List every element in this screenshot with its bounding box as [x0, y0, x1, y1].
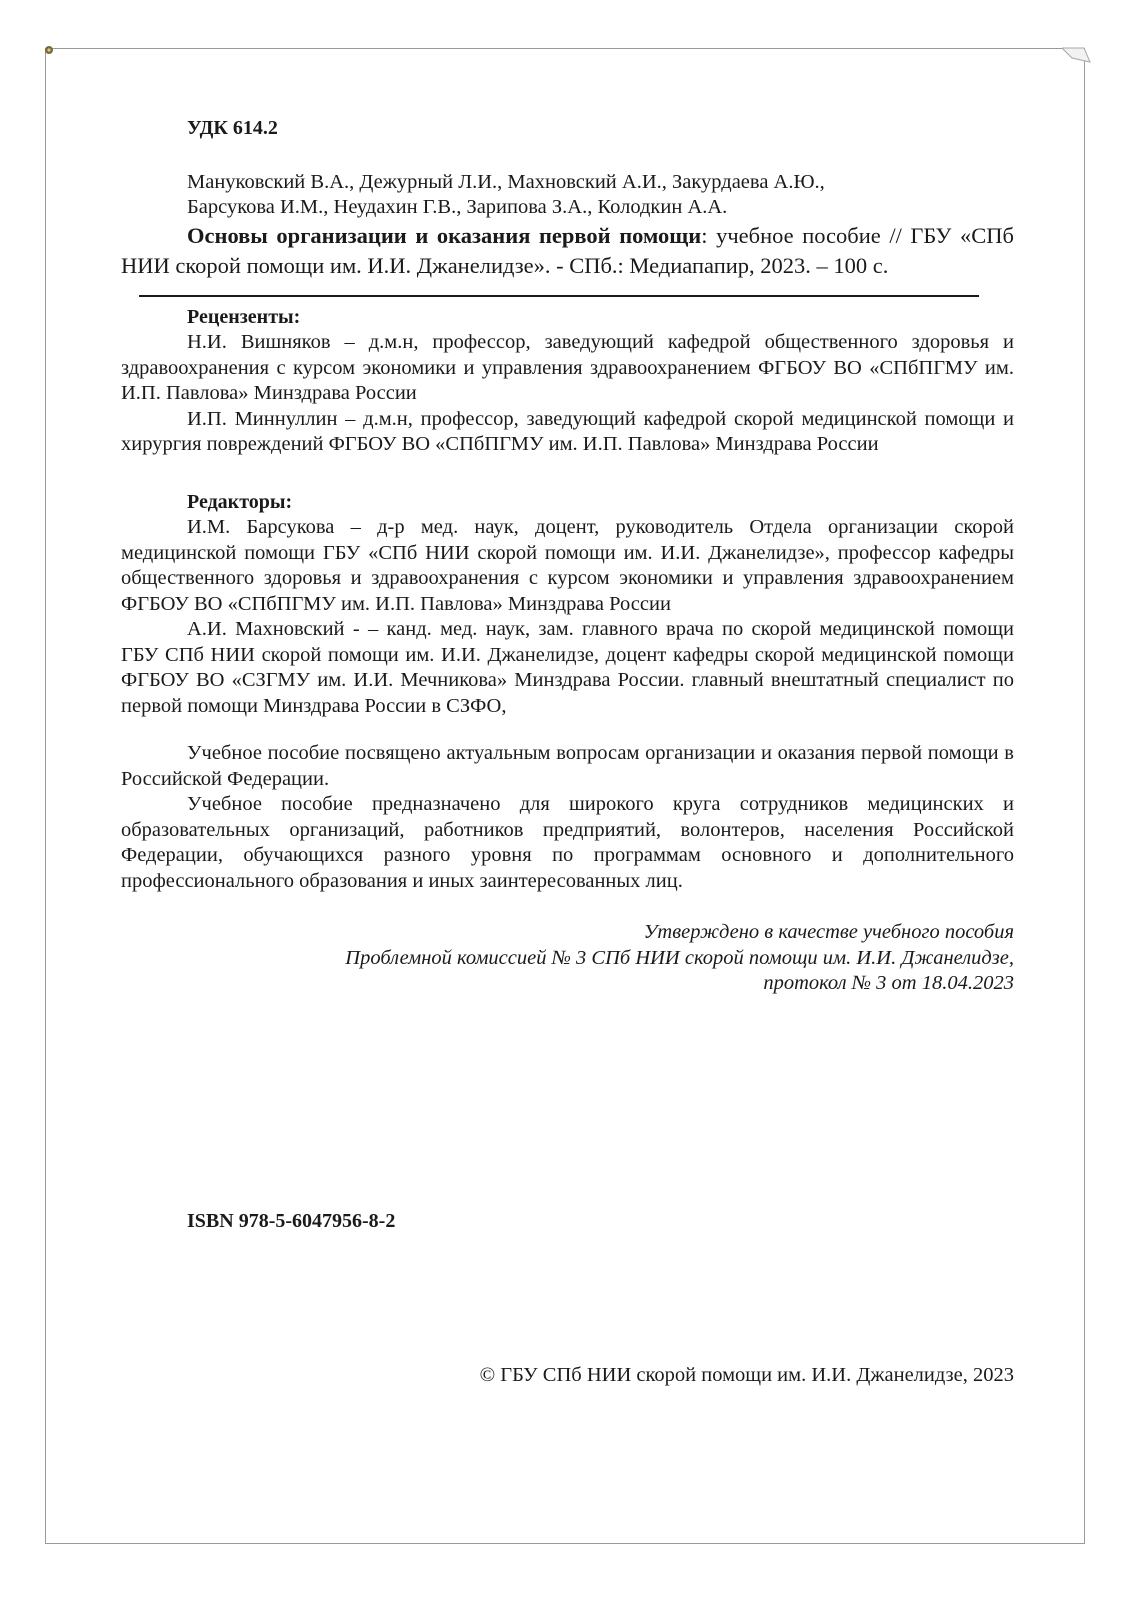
- abstract-paragraph: Учебное пособие предназначено для широкого круга сотрудников медицинских и образовательных организаций, работников предприятий, волонтеров, населения Российской Федерации, обучающихся разного уровня по программам основного и дополнительного профессионального образования и иных заинтересованных лиц.: [121, 793, 1014, 892]
- approval-note: [121, 920, 1014, 997]
- book-title: Основы организации и оказания первой помощи: [187, 222, 702, 248]
- author-line: Мануковский В.А., Дежурный Л.И., Махновский А.И., Закурдаева А.Ю.,: [187, 170, 825, 193]
- isbn: ISBN 978-5-6047956-8-2: [187, 1210, 396, 1232]
- reviewer-entry: И.П. Миннуллин – д.м.н, профессор, заведующий кафедрой скорой медицинской помощи и хирургия повреждений ФГБОУ ВО «СПбПГМУ им. И.П. Павлова» Минздрава России: [121, 407, 1014, 455]
- reviewers-heading: Рецензенты:: [187, 305, 301, 328]
- copyright: © ГБУ СПб НИИ скорой помощи им. И.И. Джанелидзе, 2023: [479, 1364, 1014, 1386]
- author-line: Барсукова И.М., Неудахин Г.В., Зарипова З.А., Колодкин А.А.: [187, 196, 728, 218]
- bibliographic-entry: [121, 221, 1014, 281]
- reviewer-entry: Н.И. Вишняков – д.м.н, профессор, заведующий кафедрой общественного здоровья и здравоохранения с курсом экономики и управления здравоохранением ФГБОУ ВО «СПбПГМУ им. И.П. Павлова» Минздрава России: [121, 331, 1014, 404]
- editor-entry: И.М. Барсукова – д-р мед. наук, доцент, руководитель Отдела организации скорой медицинской помощи ГБУ «СПб НИИ скорой помощи им. И.И. Джанелидзе», профессор кафедры общественного здоровья и здравоохранения с курсом экономики и управления здравоохранением ФГБОУ ВО «СПбПГМУ им. И.П. Павлова» Минздрава России: [121, 516, 1014, 615]
- editors-heading: Редакторы:: [187, 490, 293, 513]
- page-fold-icon: [1062, 44, 1092, 66]
- divider: [139, 295, 979, 297]
- approval-line: протокол № 3 от 18.04.2023: [763, 972, 1014, 994]
- editor-entry: А.И. Махновский - – канд. мед. наук, зам. главного врача по скорой медицинской помощи ГБУ СПб НИИ скорой помощи им. И.И. Джанелидзе, доцент кафедры скорой медицинской помощи ФГБОУ ВО «СЗГМУ им. И.И. Мечникова» Минздрава России. главный внештатный специалист по первой помощи Минздрава России в СЗФО,: [121, 618, 1014, 717]
- book-description: : учебное пособие // ГБУ «СПб НИИ скорой помощи им. И.И. Джанелидзе». - СПб.: Медиапапир, 2023. – 100 с.: [121, 222, 1014, 278]
- approval-line: Проблемной комиссией № 3 СПб НИИ скорой помощи им. И.И. Джанелидзе,: [345, 946, 1014, 969]
- abstract-paragraph: Учебное пособие посвящено актуальным вопросам организации и оказания первой помощи в Российской Федерации.: [121, 742, 1014, 790]
- udk-code: УДК 614.2: [187, 117, 278, 139]
- document-body: [121, 116, 1014, 997]
- approval-line: Утверждено в качестве учебного пособия: [643, 921, 1014, 943]
- author-list: [121, 170, 1014, 221]
- corner-marker-icon: [43, 44, 55, 56]
